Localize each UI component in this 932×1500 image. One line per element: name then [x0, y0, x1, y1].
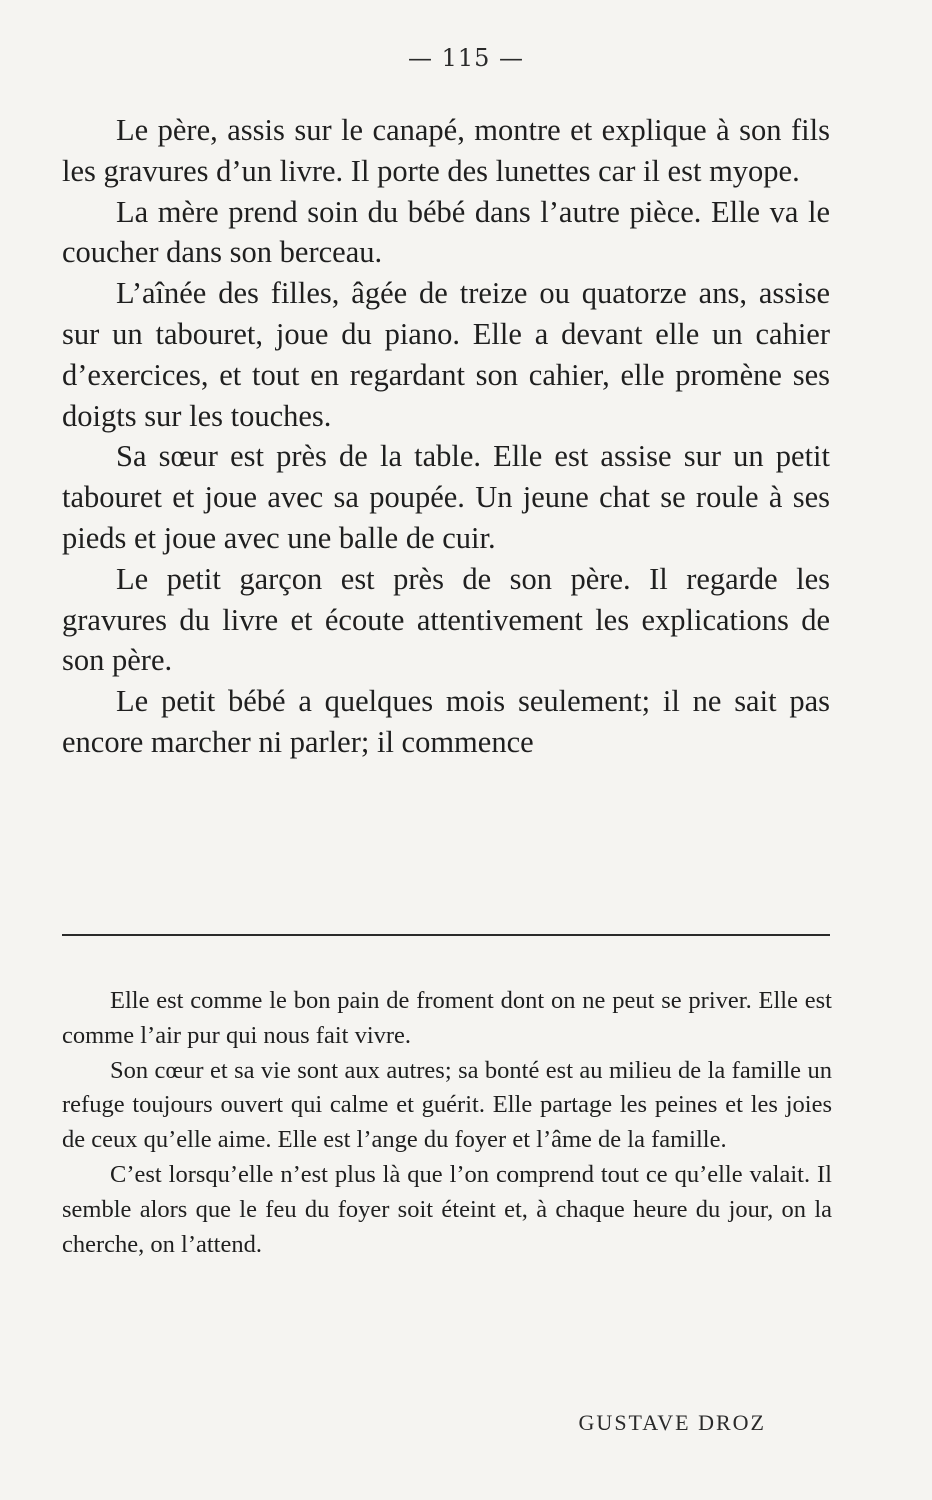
main-text — [62, 110, 830, 763]
excerpt-author: GUSTAVE DROZ — [578, 1410, 766, 1435]
divider-rule — [62, 934, 830, 936]
excerpt-paragraph: C’est lorsqu’elle n’est plus là que l’on comprend tout ce qu’elle valait. Il semble alors que le feu du foyer soit éteint et, à chaque heure du jour, on la cherche, on l’attend. — [62, 1160, 832, 1258]
main-paragraph: Le père, assis sur le canapé, montre et explique à son fils les gravures d’un livre. Il porte des lunettes car il est myope. — [62, 113, 830, 188]
page-number: — 115 — — [407, 44, 525, 72]
main-paragraph: La mère prend soin du bébé dans l’autre pièce. Elle va le coucher dans son berceau. — [62, 194, 830, 270]
excerpt-text — [62, 984, 832, 1262]
main-paragraph: Le petit bébé a quelques mois seulement; il ne sait pas encore marcher ni parler; il commence — [62, 684, 830, 759]
excerpt-paragraph: Elle est comme le bon pain de froment dont on ne peut se priver. Elle est comme l’air pur qui nous fait vivre. — [62, 987, 832, 1049]
main-paragraph: L’aînée des filles, âgée de treize ou quatorze ans, assise sur un tabouret, joue du piano. Elle a devant elle un cahier d’exercices, et tout en regardant son cahier, elle promène ses doigts sur les touches. — [62, 276, 830, 433]
excerpt-paragraph: Son cœur et sa vie sont aux autres; sa bonté est au milieu de la famille un refuge toujours ouvert qui calme et guérit. Elle partage les peines et les joies de ceux qu’elle aime. Elle est l’ange du foyer et l’âme de la famille. — [62, 1056, 832, 1154]
main-paragraph: Sa sœur est près de la table. Elle est assise sur un petit tabouret et joue avec sa poupée. Un jeune chat se roule à ses pieds et joue avec une balle de cuir. — [62, 439, 830, 555]
main-paragraph: Le petit garçon est près de son père. Il regarde les gravures du livre et écoute attentivement les explications de son père. — [62, 561, 830, 678]
